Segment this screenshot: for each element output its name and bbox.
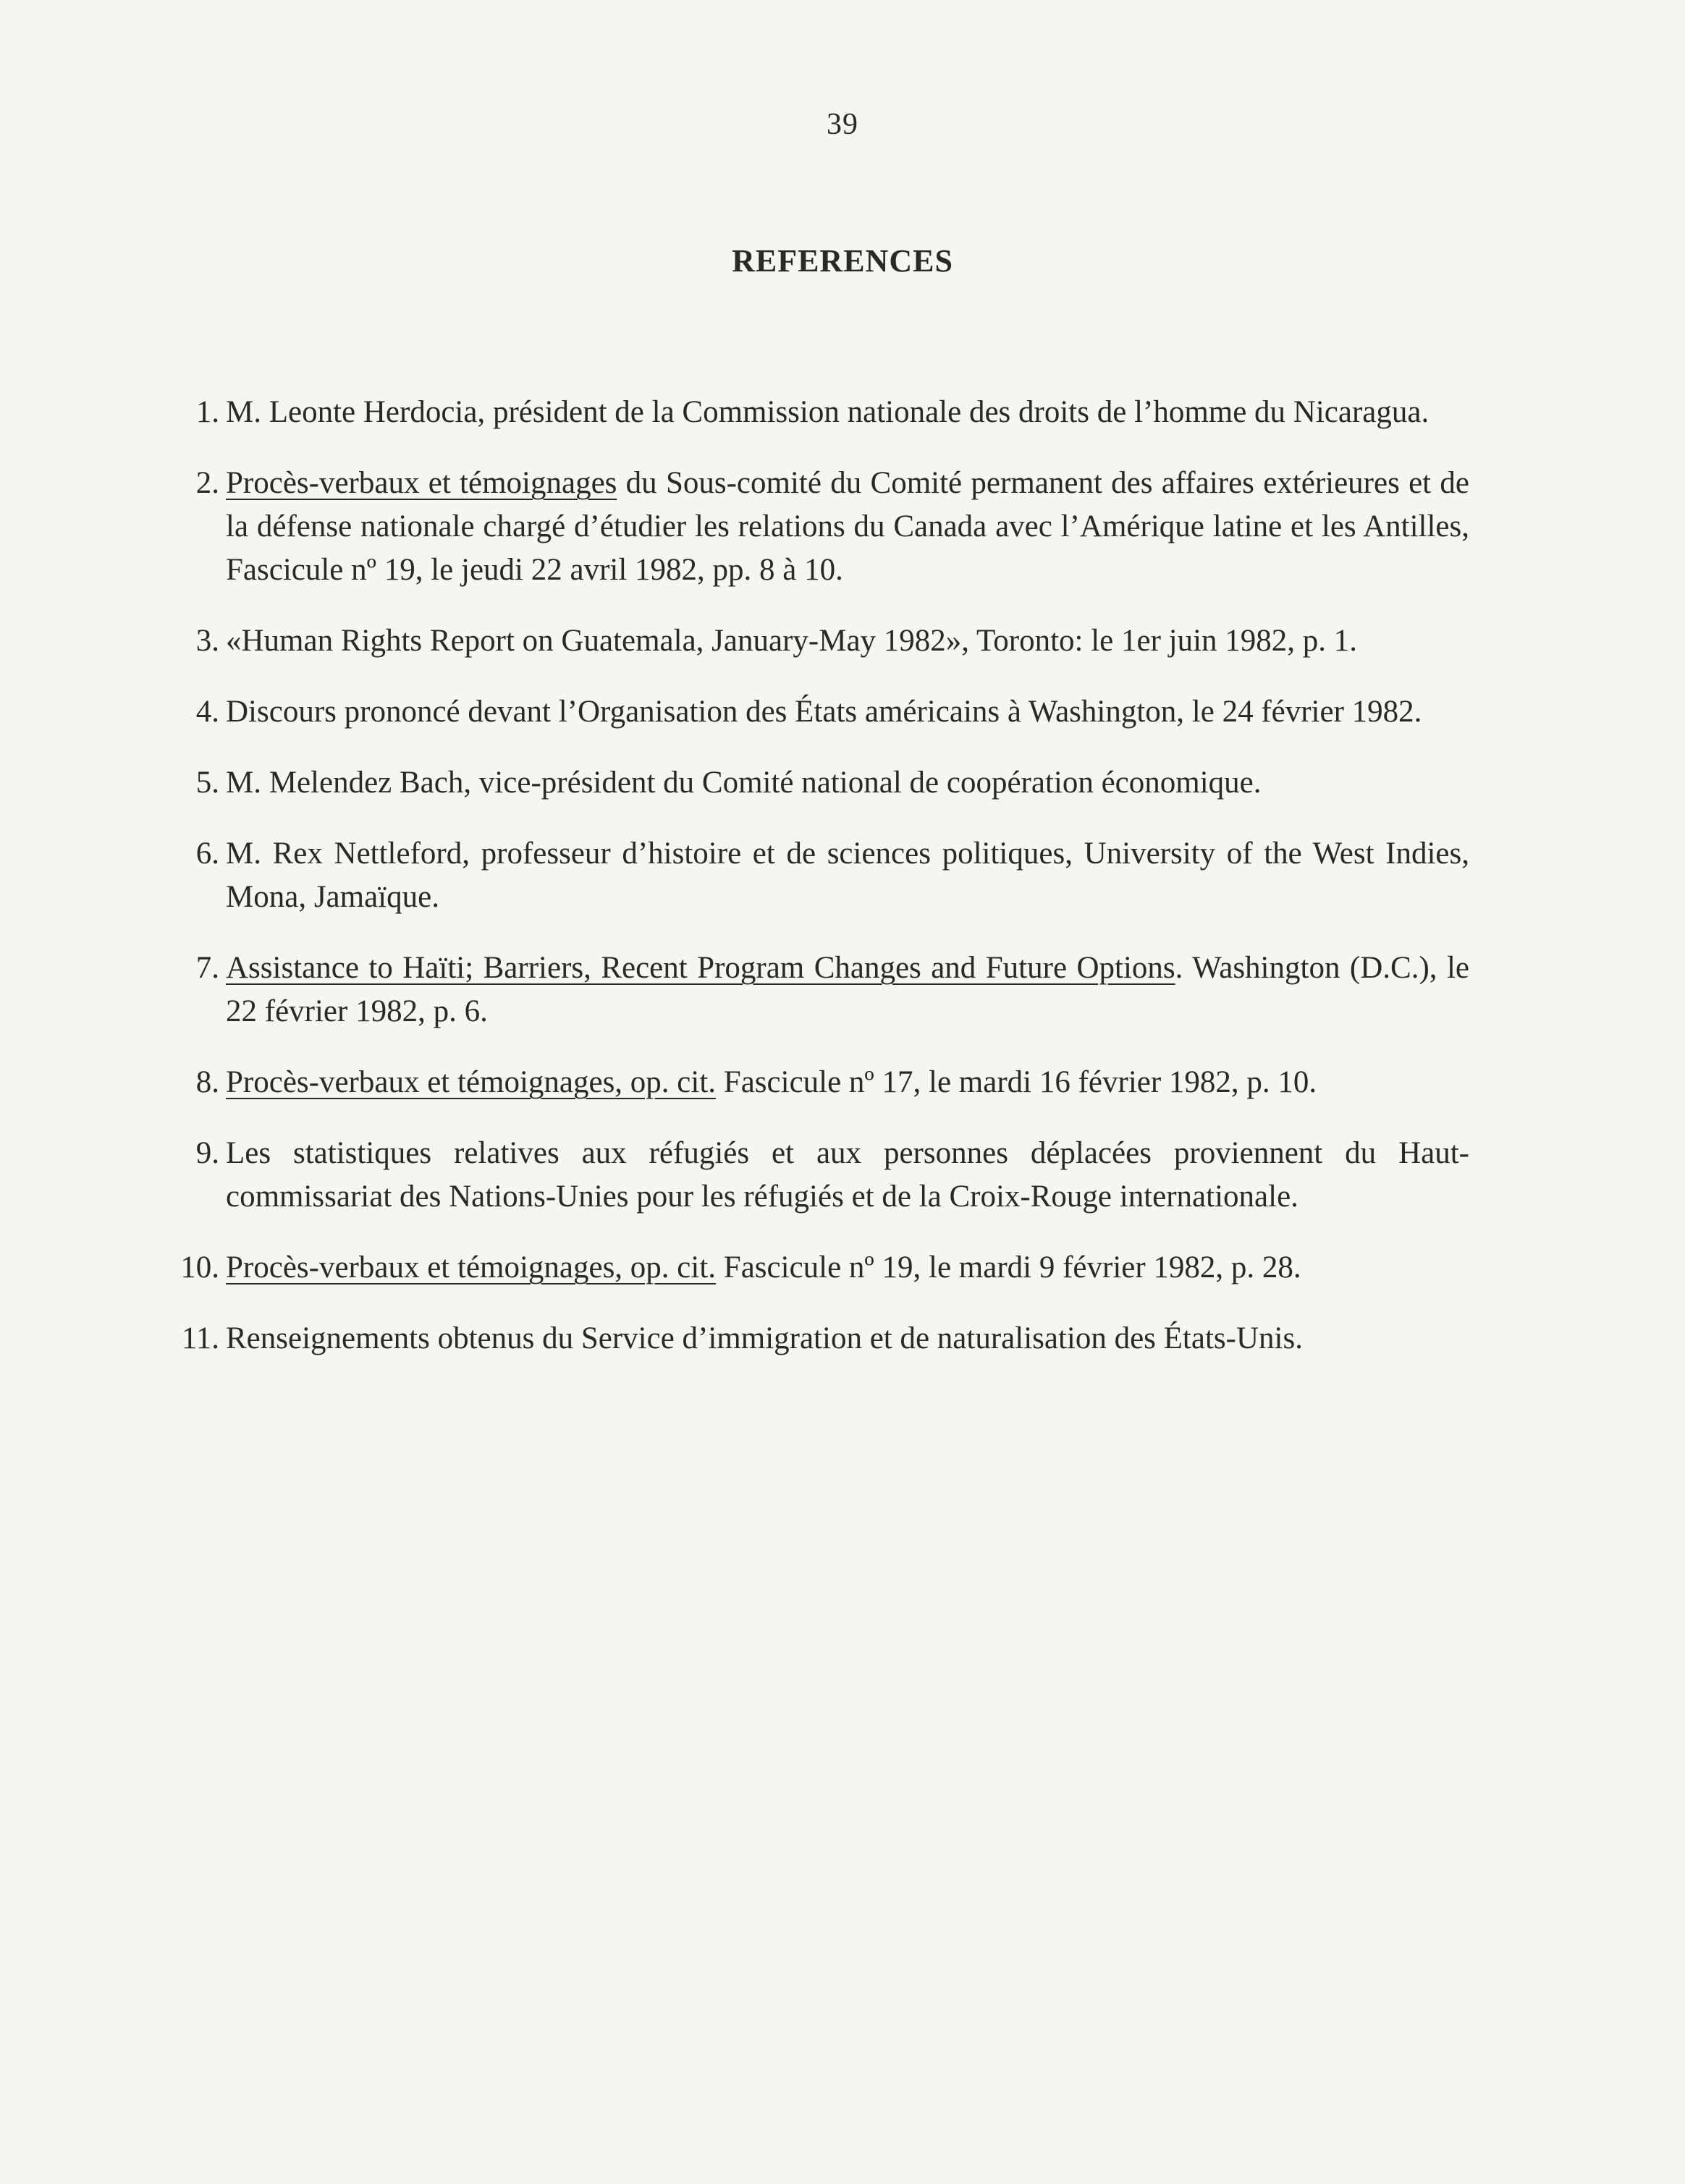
reference-title: Procès-verbaux et témoignages xyxy=(226,466,617,500)
reference-title: Assistance to Haïti; Barriers, Recent Program Changes and Future Options xyxy=(226,951,1175,985)
reference-text: du Sous-comité du Comité permanent des affaires extérieures et de la défense nationale chargé d’étudier les relations du Canada avec l’Amérique latine et les Antilles, Fascicule nº 19, le jeudi 22 avril 1982, pp. 8 à 10. xyxy=(226,466,1469,587)
reference-list xyxy=(181,391,1469,1388)
reference-item xyxy=(181,761,1469,805)
reference-number: 9. xyxy=(195,1136,219,1170)
reference-item xyxy=(181,1246,1469,1290)
reference-number: 8. xyxy=(195,1065,219,1099)
reference-item xyxy=(181,619,1469,663)
page-number: 39 xyxy=(827,108,858,141)
reference-number: 2. xyxy=(195,466,219,500)
reference-item xyxy=(181,1317,1469,1360)
reference-item xyxy=(181,947,1469,1033)
reference-item xyxy=(181,462,1469,592)
reference-number: 1. xyxy=(195,395,219,429)
reference-text: . Washington (D.C.), le 22 février 1982, p. 6. xyxy=(226,951,1470,1028)
reference-text: Les statistiques relatives aux réfugiés et aux personnes déplacées proviennent du Haut-commissariat des Nations-Unies pour les réfugiés et de la Croix-Rouge internationale. xyxy=(226,1136,1469,1214)
reference-item xyxy=(181,1132,1469,1219)
reference-item xyxy=(181,690,1469,734)
reference-number: 7. xyxy=(195,951,219,985)
reference-item xyxy=(181,1061,1469,1104)
reference-text: Renseignements obtenus du Service d’immigration et de naturalisation des États-Unis. xyxy=(226,1321,1303,1355)
reference-title: Procès-verbaux et témoignages, op. cit. xyxy=(226,1250,717,1284)
reference-item xyxy=(181,832,1469,919)
page-heading: REFERENCES xyxy=(732,243,953,279)
reference-text: M. Leonte Herdocia, président de la Commission nationale des droits de l’homme du Nicaragua. xyxy=(226,395,1429,429)
reference-title: Procès-verbaux et témoignages, op. cit. xyxy=(226,1065,717,1099)
reference-item xyxy=(181,391,1469,434)
reference-number: 4. xyxy=(195,695,219,729)
reference-number: 11. xyxy=(181,1321,219,1355)
reference-number: 5. xyxy=(195,766,219,800)
reference-text: Fascicule nº 17, le mardi 16 février 1982, p. 10. xyxy=(716,1065,1317,1099)
reference-number: 6. xyxy=(195,837,219,871)
reference-number: 3. xyxy=(195,624,219,658)
reference-text: Discours prononcé devant l’Organisation des États américains à Washington, le 24 février 1982. xyxy=(226,695,1422,729)
reference-text: Fascicule nº 19, le mardi 9 février 1982, p. 28. xyxy=(716,1250,1301,1284)
reference-text: M. Melendez Bach, vice-président du Comité national de coopération économique. xyxy=(226,766,1262,800)
reference-text: M. Rex Nettleford, professeur d’histoire et de sciences politiques, University of the West Indies, Mona, Jamaïque. xyxy=(226,837,1469,914)
reference-text: «Human Rights Report on Guatemala, January-May 1982», Toronto: le 1er juin 1982, p. 1. xyxy=(226,624,1358,658)
reference-number: 10. xyxy=(180,1250,219,1284)
